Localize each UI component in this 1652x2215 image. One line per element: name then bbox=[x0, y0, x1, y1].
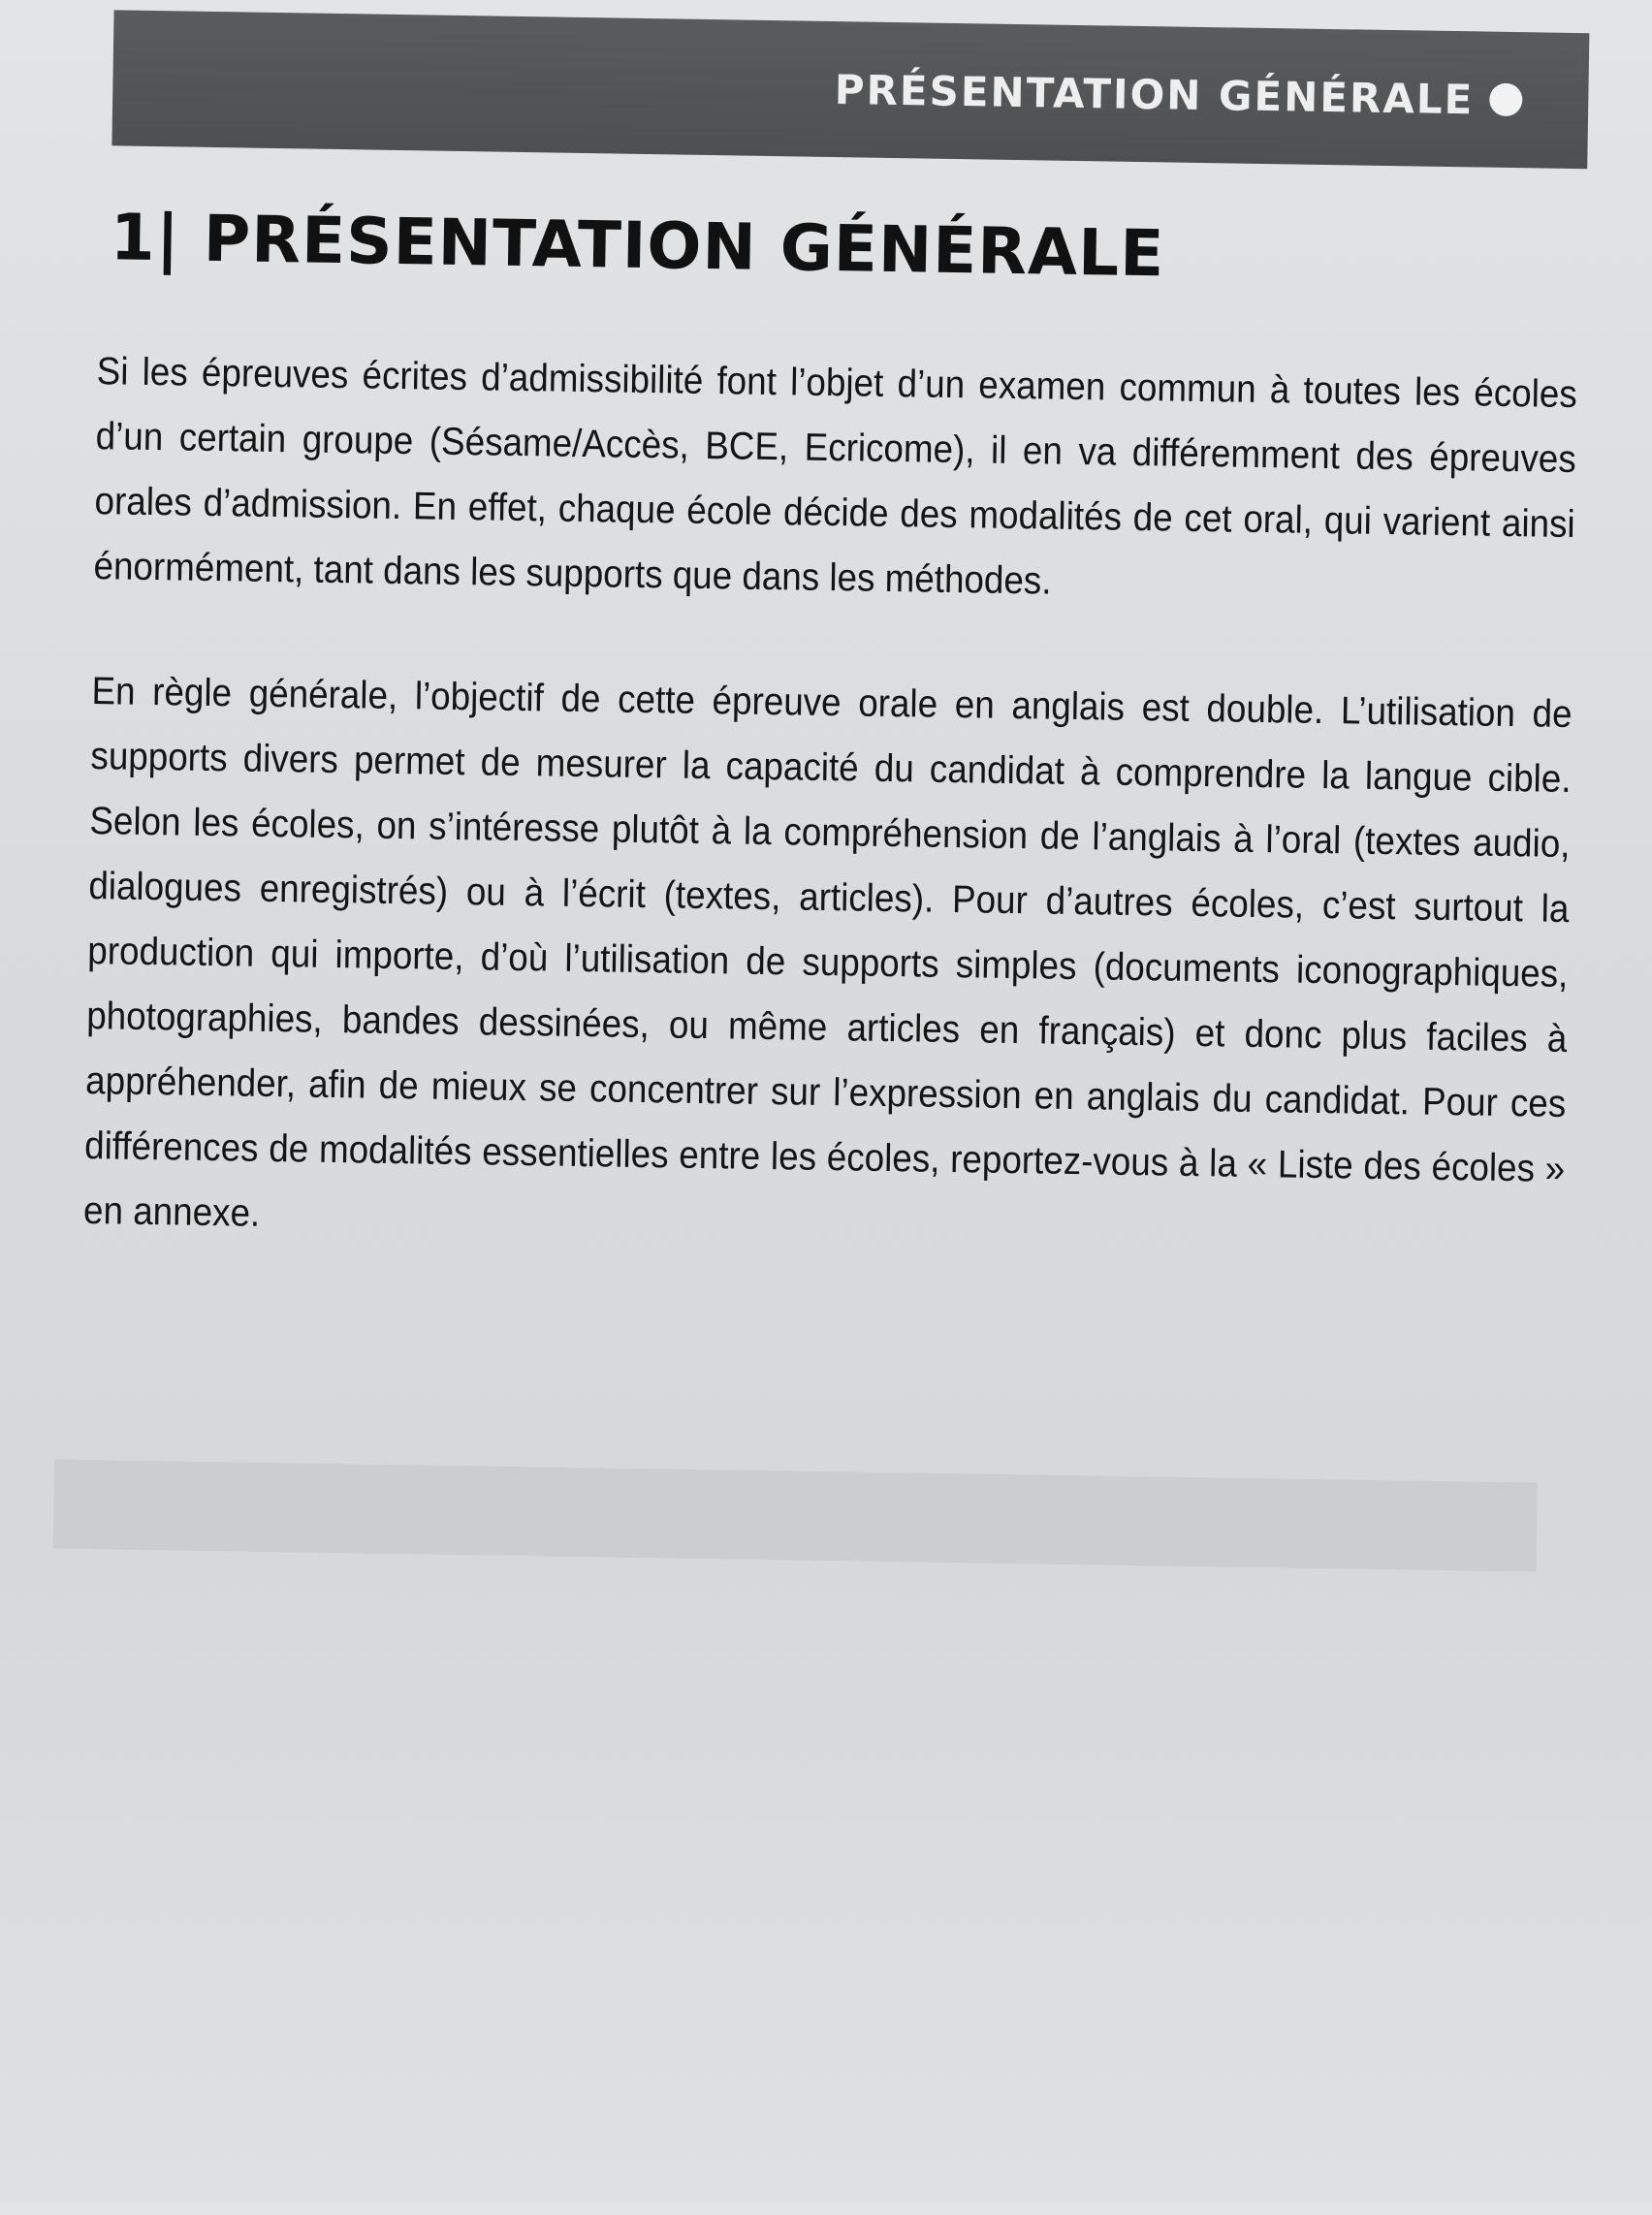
paragraph-objective: En règle générale, l’objectif de cette épreuve orale en anglais est double. L’utilisation de supports divers permet de mesurer la capacité du candidat à comprendre la langue cible. Selon les écoles, on s’intéresse plutôt à la compréhension de l’anglais à l’oral (textes audio, dialogues enregistrés) ou à l’écrit (textes, articles). Pour d’autres écoles, c’est surtout la production qui importe, d’où l’utilisation de supports simples (documents iconographiques, photographies, bandes dessinées, ou même articles en français) et donc plus faciles à appréhender, afin de mieux se concentrer sur l’expression en anglais du candidat. Pour ces différences de modalités essentielles entre les écoles, reportez-vous à la « Liste des écoles » en annexe. bbox=[82, 670, 1573, 1235]
section-title: 1| PRÉSENTATION GÉNÉRALE bbox=[110, 200, 1165, 292]
running-header bbox=[111, 10, 1589, 169]
paragraph-intro: Si les épreuves écrites d’admissibilité font l’objet d’un examen commun à toutes les écoles d’un certain groupe (Sésame/Accès, BCE, Ecricome), il en va différemment des épreuves orales d’admission. En effet, chaque école décide des modalités de cet oral, qui varient ainsi énormément, tant dans les supports que dans les méthodes. bbox=[93, 350, 1578, 603]
running-header-label: PRÉSENTATION GÉNÉRALE bbox=[834, 65, 1475, 123]
show-through-shadow bbox=[53, 1460, 1538, 1572]
bullet-dot-icon bbox=[1489, 83, 1523, 117]
